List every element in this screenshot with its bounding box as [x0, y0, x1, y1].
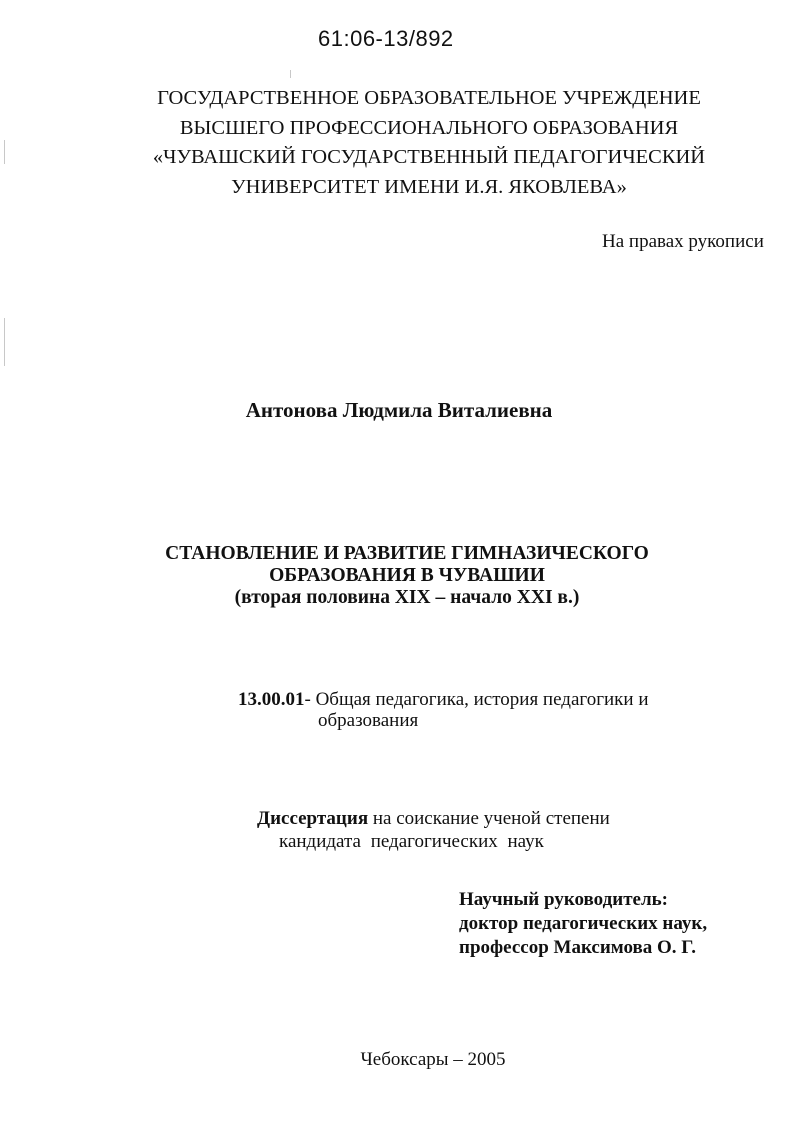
degree-text-continued: кандидата педагогических наук [279, 831, 544, 852]
supervisor-name: профессор Максимова О. Г. [459, 937, 696, 958]
dissertation-title [0, 543, 798, 609]
supervisor-degree: доктор педагогических наук, [459, 913, 708, 934]
specialty-block [238, 689, 649, 731]
degree-label: Диссертация [257, 808, 369, 829]
title-line: СТАНОВЛЕНИЕ И РАЗВИТИЕ ГИМНАЗИЧЕСКОГО [165, 543, 649, 564]
author-name: Антонова Людмила Виталиевна [245, 398, 553, 422]
supervisor-heading: Научный руководитель: [459, 889, 668, 910]
specialty-code: 13.00.01 [238, 689, 305, 710]
scan-artifact [4, 318, 5, 366]
degree-text: на соискание ученой степени [368, 808, 610, 829]
specialty-name: - Общая педагогика, история педагогики и [304, 689, 649, 710]
institution-line: УНИВЕРСИТЕТ ИМЕНИ И.Я. ЯКОВЛЕВА» [231, 175, 627, 198]
title-subline: (вторая половина XIX – начало XXI в.) [234, 587, 580, 608]
supervisor-block [459, 888, 707, 960]
institution-name [0, 84, 798, 202]
title-line: ОБРАЗОВАНИЯ В ЧУВАШИИ [269, 565, 545, 586]
institution-line: «ЧУВАШСКИЙ ГОСУДАРСТВЕННЫЙ ПЕДАГОГИЧЕСКИЙ [152, 146, 706, 168]
call-number: 61:06-13/892 [318, 26, 454, 51]
specialty-name-continued: образования [318, 710, 419, 731]
institution-line: ГОСУДАРСТВЕННОЕ ОБРАЗОВАТЕЛЬНОЕ УЧРЕЖДЕНИЕ [157, 87, 701, 109]
degree-block [257, 807, 610, 853]
institution-line: ВЫСШЕГО ПРОФЕССИОНАЛЬНОГО ОБРАЗОВАНИЯ [179, 116, 679, 139]
scan-artifact [290, 70, 291, 78]
manuscript-rights-note: На правах рукописи [602, 231, 764, 252]
city-year: Чебоксары – 2005 [360, 1049, 506, 1070]
